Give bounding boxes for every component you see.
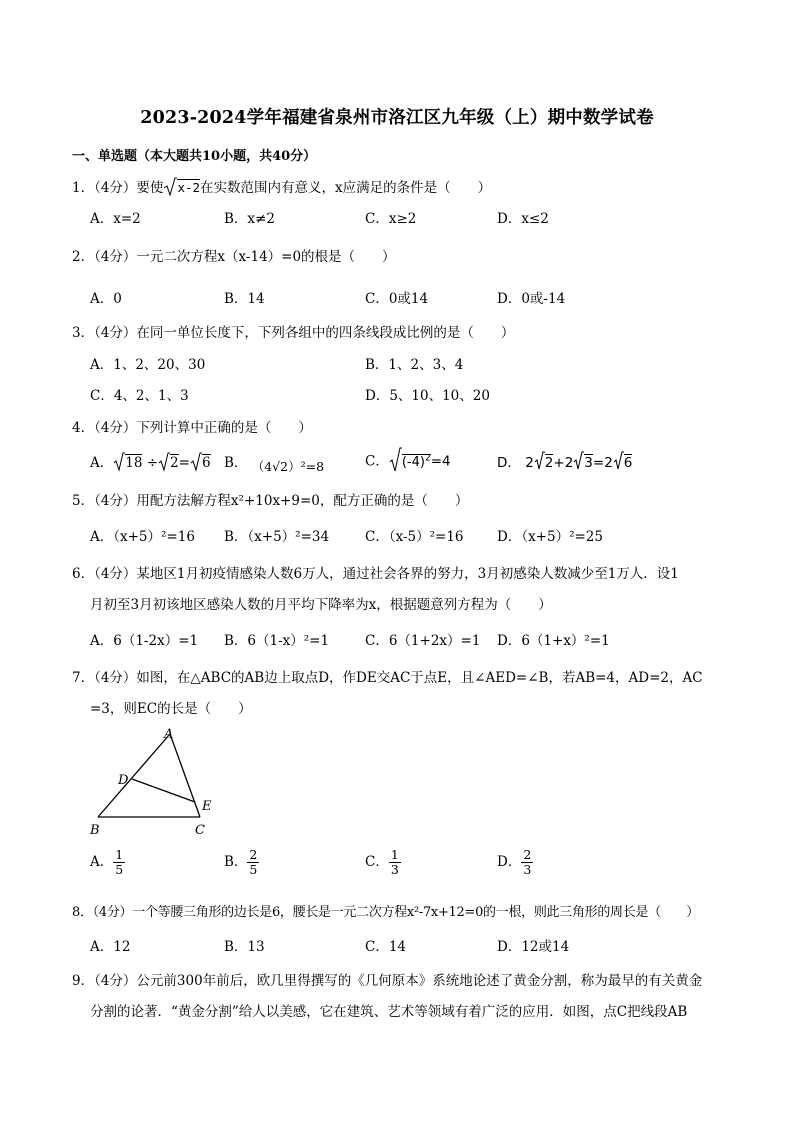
q2-option-d[interactable]: D．0或-14 <box>497 291 566 307</box>
q5-option-b[interactable]: B．（x+5）²=34 <box>224 529 330 545</box>
q4-d-plus: +2 <box>553 455 574 471</box>
q4-option-b[interactable] <box>224 451 325 474</box>
q4-a-eq: = <box>178 455 190 471</box>
fraction <box>389 848 401 877</box>
q7-d-label: D． <box>497 854 522 870</box>
q7-b-label: B． <box>224 854 248 870</box>
q2-option-b[interactable]: B．14 <box>224 291 265 307</box>
q4-d-label: D． <box>497 455 521 471</box>
q4-d-eq: =2 <box>592 455 613 471</box>
q4-d-coef: 2 <box>525 455 534 471</box>
question-7-line-1: 7．（4分）如图，在△ABC的AB边上取点D，作DE交AC于点E，且∠AED=∠B，若AB=4，AD=2，AC <box>72 670 703 686</box>
question-7-line-2: =3，则EC的长是（ ） <box>90 701 252 717</box>
q4-a-div: ÷ <box>146 455 159 471</box>
q7-a-label: A． <box>90 854 114 870</box>
radical-icon <box>190 452 202 476</box>
question-1-post: 在实数范围内有意义，x应满足的条件是（ ） <box>200 180 492 196</box>
fraction <box>113 848 125 877</box>
question-9-line-2: 分割的论著．“黄金分割”给人以美感，它在建筑、艺术等领域有着广泛的应用．如图，点C把线段AB <box>90 1004 688 1020</box>
q4-c-exp: 2 <box>424 453 431 464</box>
triangle-figure <box>84 722 234 846</box>
q4-option-d[interactable] <box>497 451 632 475</box>
radical-icon <box>573 451 584 475</box>
q5-option-c[interactable]: C．（x-5）²=16 <box>365 529 464 545</box>
q6-option-c[interactable]: C．6（1+2x）=1 <box>365 633 481 649</box>
q3-option-a[interactable]: A．1、2、20、30 <box>90 357 206 373</box>
q3-option-c[interactable]: C．4、2、1、3 <box>90 388 189 404</box>
q4-d-radicand-2: 3 <box>584 455 593 471</box>
q1-option-b[interactable]: B．x≠2 <box>224 211 275 227</box>
q7-option-a[interactable] <box>90 848 125 877</box>
q4-a-label: A． <box>90 455 114 471</box>
q4-option-c[interactable] <box>365 447 451 477</box>
q7-option-b[interactable] <box>224 848 259 877</box>
q6-option-d[interactable]: D．6（1+x）²=1 <box>497 633 610 649</box>
q1-option-a[interactable]: A．x=2 <box>90 211 141 227</box>
segment-de <box>132 779 195 802</box>
q4-c-eq: =4 <box>430 453 451 470</box>
question-4: 4．（4分）下列计算中正确的是（ ） <box>72 420 312 436</box>
radical-icon <box>389 447 402 477</box>
question-5: 5．（4分）用配方法解方程x²+10x+9=0，配方正确的是（ ） <box>72 493 469 509</box>
numerator: 2 <box>249 847 258 862</box>
q4-d-radicand-3: 6 <box>623 455 633 471</box>
vertex-label-e: E <box>202 799 212 814</box>
vertex-label-c: C <box>195 823 205 838</box>
q4-a-radicand-2: 2 <box>170 455 179 471</box>
q7-c-label: C． <box>365 854 389 870</box>
q1-option-d[interactable]: D．x≤2 <box>497 211 549 227</box>
q3-option-d[interactable]: D．5、10、10、20 <box>365 388 490 404</box>
vertex-label-d: D <box>118 773 129 788</box>
q4-option-a[interactable] <box>90 451 211 476</box>
q8-option-c[interactable]: C．14 <box>365 939 407 955</box>
question-1-pre: 1．（4分）要使 <box>72 180 164 196</box>
radical-icon <box>613 451 624 475</box>
q2-option-a[interactable]: A．0 <box>90 291 122 307</box>
side-ac <box>170 734 200 817</box>
radical-icon <box>163 177 177 201</box>
radical-icon <box>534 451 545 475</box>
vertex-label-b: B <box>90 823 100 838</box>
q2-option-c[interactable]: C．0或14 <box>365 291 429 307</box>
numerator: 2 <box>523 847 532 862</box>
q4-b-label: B． <box>224 455 248 471</box>
numerator: 1 <box>390 847 399 862</box>
section-heading: 一、单选题（本大题共10小题，共40分） <box>72 149 317 164</box>
denominator: 3 <box>390 862 399 877</box>
q7-option-d[interactable] <box>497 848 533 877</box>
fraction <box>521 848 533 877</box>
numerator: 1 <box>115 847 124 862</box>
q3-option-b[interactable]: B．1、2、3、4 <box>365 357 464 373</box>
q4-a-radicand-3: 6 <box>201 455 211 471</box>
radical-icon <box>158 452 170 476</box>
question-8: 8．（4分）一个等腰三角形的边长是6，腰长是一元二次方程x²-7x+12=0的一根，则此三角形的周长是（ ） <box>72 905 699 920</box>
q4-b-expr: （4√2）²=8 <box>251 459 325 474</box>
question-3: 3．（4分）在同一单位长度下，下列各组中的四条线段成比例的是（ ） <box>72 325 515 341</box>
question-6-line-1: 6．（4分）某地区1月初疫情感染人数6万人，通过社会各界的努力，3月初感染人数减少至1万人．设1 <box>72 566 679 582</box>
side-ab <box>98 734 170 817</box>
denominator: 5 <box>115 862 124 877</box>
fraction <box>247 848 259 877</box>
q4-c-radicand <box>402 454 431 470</box>
q5-option-d[interactable]: D．（x+5）²=25 <box>497 529 603 545</box>
question-9-line-1: 9．（4分）公元前300年前后，欧几里得撰写的《几何原本》系统地论述了黄金分割，称为最早的有关黄金 <box>72 973 703 989</box>
q4-a-radicand-1: 18 <box>125 455 143 471</box>
q6-option-b[interactable]: B．6（1-x）²=1 <box>224 633 330 649</box>
q8-option-b[interactable]: B．13 <box>224 939 265 955</box>
q8-option-a[interactable]: A．12 <box>90 939 131 955</box>
q4-d-radicand-1: 2 <box>544 455 554 471</box>
question-6-line-2: 月初至3月初该地区感染人数的月平均下降率为x，根据题意列方程为（ ） <box>90 597 552 613</box>
q1-option-c[interactable]: C．x≥2 <box>365 211 417 227</box>
q7-option-c[interactable] <box>365 848 401 877</box>
q8-option-d[interactable]: D．12或14 <box>497 939 570 955</box>
q4-c-label: C． <box>365 453 389 470</box>
q6-option-a[interactable]: A．6（1-2x）=1 <box>90 633 199 649</box>
question-1 <box>72 176 491 201</box>
page-title: 2023-2024学年福建省泉州市洛江区九年级（上）期中数学试卷 <box>140 108 654 128</box>
vertex-label-a: A <box>164 727 174 742</box>
radical-icon <box>113 452 125 476</box>
denominator: 5 <box>249 862 258 877</box>
q4-c-base: (-4) <box>401 454 425 470</box>
question-2: 2．（4分）一元二次方程x（x-14）=0的根是（ ） <box>72 249 396 265</box>
denominator: 3 <box>523 862 532 877</box>
question-1-radicand: x-2 <box>177 180 201 195</box>
q5-option-a[interactable]: A．（x+5）²=16 <box>90 529 195 545</box>
